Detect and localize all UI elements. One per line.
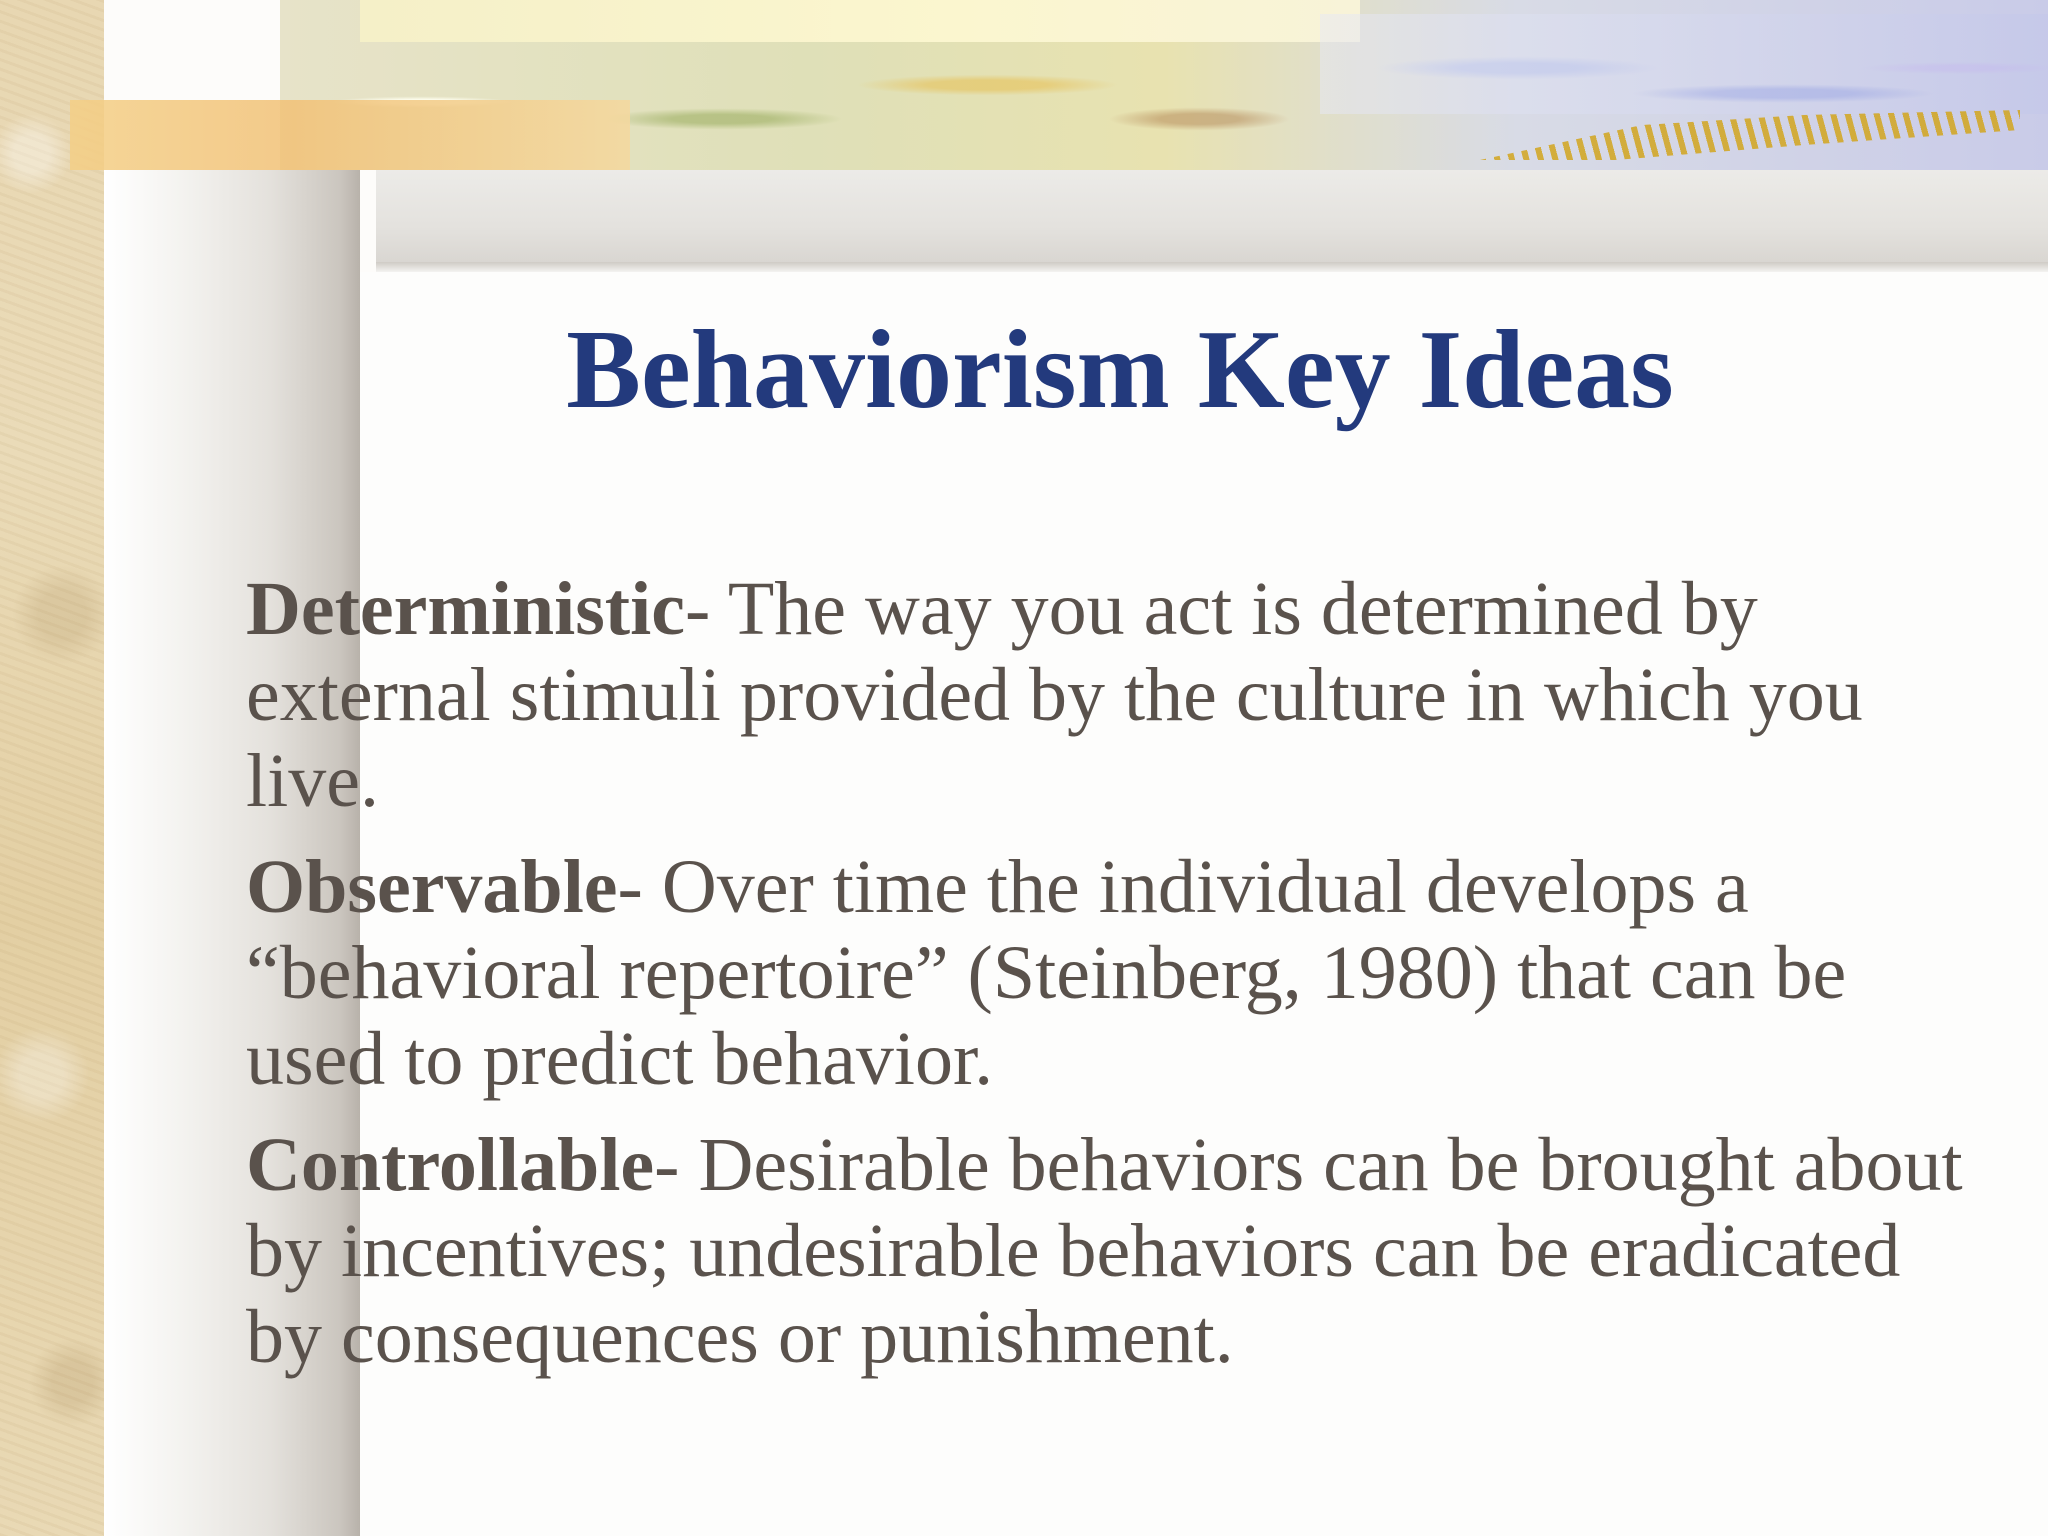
point-term: Observable	[246, 845, 618, 929]
point-text: - Over time the individual develops a “behavioral repertoire” (Steinberg, 1980) that can be used to predict behavior.	[246, 845, 1847, 1101]
point-observable	[246, 844, 1966, 1102]
point-text: - The way you act is determined by external stimuli provided by the culture in which you live.	[246, 567, 1863, 823]
banner-bevel-edge	[376, 262, 2048, 272]
point-controllable	[246, 1122, 1966, 1380]
parchment-strip	[0, 0, 104, 1536]
point-deterministic	[246, 566, 1966, 824]
banner-flowers-overlay	[1320, 14, 2048, 114]
key-ideas-list	[246, 566, 1966, 1400]
point-term: Controllable	[246, 1123, 655, 1207]
slide-title: Behaviorism Key Ideas	[566, 308, 1674, 432]
point-term: Deterministic	[246, 567, 685, 651]
banner-highlight	[360, 0, 1360, 42]
banner-bevel	[376, 170, 2048, 272]
column-cap	[70, 100, 630, 170]
point-text: - Desirable behaviors can be brought about by incentives; undesirable behaviors can be eradicated by consequences or punishment.	[246, 1123, 1963, 1379]
